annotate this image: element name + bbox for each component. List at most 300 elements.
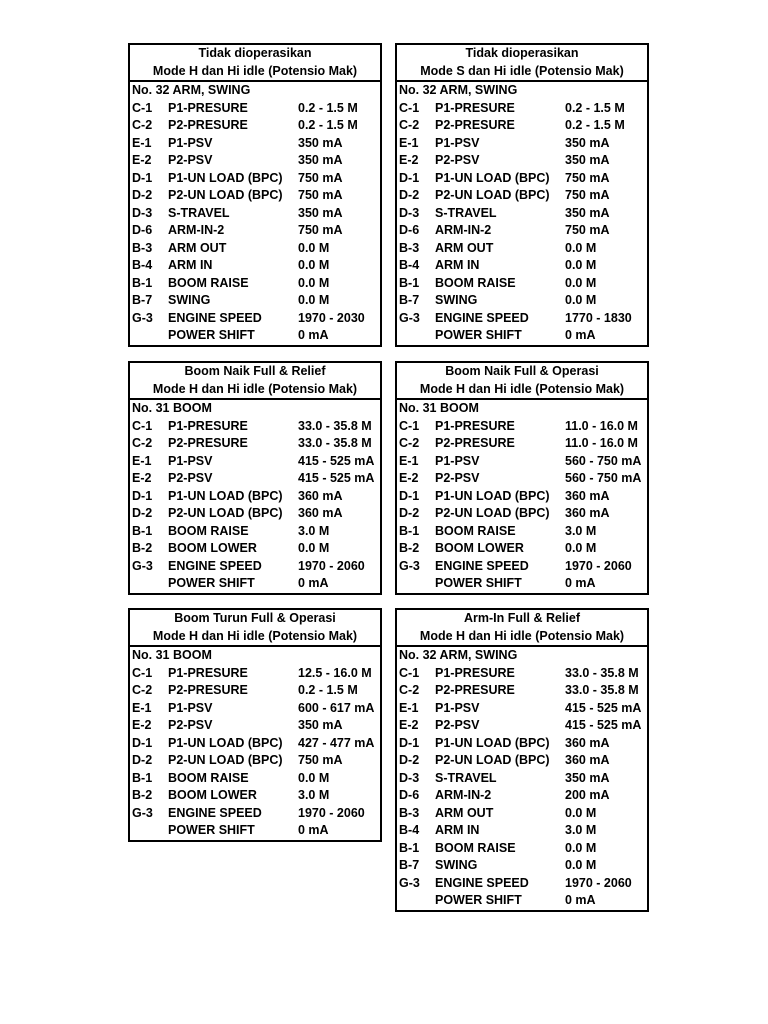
row-value: 1770 - 1830 (565, 310, 632, 325)
row-value: 3.0 M (298, 523, 330, 538)
row-parameter: P2-PRESURE (435, 683, 515, 697)
spec-row (130, 327, 380, 345)
row-value: 0.2 - 1.5 M (565, 118, 625, 132)
spec-row (397, 187, 647, 205)
row-value: 360 mA (565, 506, 610, 520)
row-value: 360 mA (298, 488, 343, 503)
title-line2: Mode H dan Hi idle (Potensio Mak) (152, 63, 358, 78)
row-code: E-1 (399, 135, 419, 150)
row-parameter: POWER SHIFT (168, 823, 255, 837)
row-value: 33.0 - 35.8 M (565, 665, 639, 680)
row-code: G-3 (132, 558, 153, 573)
spec-row (397, 558, 647, 576)
row-code: D-2 (399, 188, 420, 202)
spec-row (130, 292, 380, 310)
title-line1: Boom Naik Full & Relief (184, 364, 326, 378)
spec-row (130, 135, 380, 153)
spec-row (397, 117, 647, 135)
spec-row (397, 152, 647, 170)
row-parameter: BOOM RAISE (168, 275, 249, 290)
row-value: 0.2 - 1.5 M (298, 118, 358, 132)
row-code (130, 327, 168, 345)
row-value: 600 - 617 mA (298, 700, 375, 715)
row-code: E-2 (132, 718, 152, 732)
row-parameter: P1-PSV (435, 700, 480, 715)
spec-row (397, 682, 647, 700)
row-value: 33.0 - 35.8 M (565, 683, 639, 697)
spec-row (397, 435, 647, 453)
spec-row (130, 717, 380, 735)
row-parameter: SWING (168, 293, 211, 307)
row-parameter: BOOM LOWER (435, 541, 524, 555)
title-line1: Tidak dioperasikan (465, 46, 579, 60)
title-line2: Mode S dan Hi idle (Potensio Mak) (420, 63, 624, 78)
row-value: 427 - 477 mA (298, 735, 375, 750)
row-parameter: P2-UN LOAD (BPC) (435, 753, 550, 767)
row-value: 1970 - 2030 (298, 310, 365, 325)
panel-title (130, 610, 380, 647)
spec-row (397, 892, 647, 910)
row-value: 360 mA (565, 488, 610, 503)
spec-row (397, 822, 647, 840)
panel-title (130, 363, 380, 400)
row-code: E-2 (132, 153, 152, 167)
spec-row (130, 523, 380, 541)
row-parameter: BOOM RAISE (435, 523, 516, 538)
spec-row (397, 540, 647, 558)
row-code: B-3 (399, 805, 420, 820)
row-value: 560 - 750 mA (565, 453, 642, 468)
spec-row (130, 453, 380, 471)
row-value: 0 mA (565, 893, 596, 907)
row-parameter: ARM-IN-2 (435, 788, 492, 802)
row-code: E-2 (399, 153, 419, 167)
spec-panel-1 (128, 43, 382, 347)
row-code: D-3 (399, 770, 420, 785)
panel-title (397, 45, 647, 82)
row-code: D-3 (399, 205, 420, 220)
row-code: D-1 (132, 170, 153, 185)
spec-row (130, 205, 380, 223)
row-parameter: POWER SHIFT (435, 328, 522, 342)
row-value: 0.0 M (565, 293, 597, 307)
row-value: 0.2 - 1.5 M (565, 100, 625, 115)
spec-row (130, 805, 380, 823)
row-value: 0.2 - 1.5 M (298, 100, 358, 115)
spec-row (130, 540, 380, 558)
row-parameter: POWER SHIFT (168, 576, 255, 590)
row-value: 0.0 M (565, 275, 597, 290)
spec-row (130, 170, 380, 188)
row-parameter: P1-PRESURE (435, 100, 515, 115)
row-code: D-1 (399, 170, 420, 185)
row-parameter: P2-PRESURE (435, 436, 515, 450)
spec-row (130, 770, 380, 788)
spec-row (130, 752, 380, 770)
spec-row (130, 682, 380, 700)
spec-row (130, 575, 380, 593)
row-parameter: P2-UN LOAD (BPC) (435, 506, 550, 520)
spec-row (397, 170, 647, 188)
row-parameter: S-TRAVEL (435, 770, 497, 785)
spec-row (397, 418, 647, 436)
row-parameter: BOOM RAISE (435, 275, 516, 290)
row-parameter: P1-PSV (168, 135, 213, 150)
row-code: B-1 (399, 275, 420, 290)
row-parameter: SWING (435, 858, 478, 872)
row-parameter: ENGINE SPEED (168, 558, 262, 573)
spec-row (130, 735, 380, 753)
spec-row (397, 327, 647, 345)
row-code: D-1 (132, 488, 153, 503)
row-parameter: P2-UN LOAD (BPC) (435, 188, 550, 202)
row-parameter: ENGINE SPEED (168, 805, 262, 820)
row-parameter: S-TRAVEL (435, 205, 497, 220)
row-code: C-1 (132, 418, 153, 433)
row-code (130, 575, 168, 593)
row-code: D-6 (399, 788, 420, 802)
row-value: 1970 - 2060 (565, 558, 632, 573)
spec-row (130, 187, 380, 205)
spec-row (397, 805, 647, 823)
row-code: G-3 (132, 310, 153, 325)
spec-row (130, 418, 380, 436)
spec-row (397, 257, 647, 275)
row-code (130, 822, 168, 840)
row-code: B-4 (132, 258, 153, 272)
spec-row (397, 665, 647, 683)
row-code: D-2 (132, 188, 153, 202)
panel-title (130, 45, 380, 82)
row-parameter: P1-PSV (435, 453, 480, 468)
row-value: 350 mA (565, 770, 610, 785)
row-value: 0.2 - 1.5 M (298, 683, 358, 697)
row-parameter: ENGINE SPEED (435, 310, 529, 325)
title-line1: Boom Naik Full & Operasi (445, 364, 599, 378)
row-parameter: P1-UN LOAD (BPC) (168, 170, 283, 185)
row-code: C-1 (399, 100, 420, 115)
spec-row (397, 222, 647, 240)
row-parameter: BOOM RAISE (168, 770, 249, 785)
row-parameter: P2-PRESURE (168, 683, 248, 697)
row-code: G-3 (132, 805, 153, 820)
spec-panel-5 (128, 608, 382, 842)
row-parameter: BOOM RAISE (435, 840, 516, 855)
spec-row (130, 152, 380, 170)
row-value: 0.0 M (298, 258, 330, 272)
row-code (397, 575, 435, 593)
panel-section-heading: No. 32 ARM, SWING (399, 83, 518, 97)
row-parameter: P1-PRESURE (435, 418, 515, 433)
row-code: D-1 (399, 488, 420, 503)
panel-section-heading: No. 31 BOOM (132, 648, 212, 662)
spec-row (397, 505, 647, 523)
row-parameter: P1-PRESURE (168, 100, 248, 115)
row-code: B-1 (132, 770, 153, 785)
row-parameter: P2-PRESURE (435, 118, 515, 132)
row-code: E-1 (399, 700, 419, 715)
row-code: D-2 (132, 506, 153, 520)
row-parameter: ENGINE SPEED (435, 558, 529, 573)
row-value: 360 mA (565, 753, 610, 767)
row-value: 0.0 M (565, 240, 597, 255)
spec-row (130, 505, 380, 523)
spec-row (397, 857, 647, 875)
spec-row (397, 275, 647, 293)
panel-section-heading: No. 31 BOOM (399, 401, 479, 415)
row-code: C-2 (399, 436, 420, 450)
spec-row (397, 240, 647, 258)
row-code: E-1 (132, 700, 152, 715)
row-code: E-1 (132, 135, 152, 150)
row-parameter: ARM OUT (435, 805, 494, 820)
spec-row (397, 205, 647, 223)
row-code: G-3 (399, 558, 420, 573)
title-line2: Mode H dan Hi idle (Potensio Mak) (419, 628, 625, 643)
spec-row (130, 822, 380, 840)
row-code: B-1 (132, 523, 153, 538)
row-parameter: POWER SHIFT (435, 893, 522, 907)
row-parameter: P1-UN LOAD (BPC) (435, 488, 550, 503)
row-parameter: ARM IN (435, 823, 480, 837)
row-parameter: ENGINE SPEED (435, 875, 529, 890)
row-code (397, 892, 435, 910)
row-code: B-2 (132, 788, 153, 802)
row-parameter: P2-PSV (168, 471, 213, 485)
row-parameter: SWING (435, 293, 478, 307)
row-value: 12.5 - 16.0 M (298, 665, 372, 680)
row-value: 0 mA (565, 328, 596, 342)
row-parameter: ARM IN (435, 258, 480, 272)
row-parameter: P1-PRESURE (168, 418, 248, 433)
row-value: 350 mA (565, 135, 610, 150)
row-parameter: P2-PSV (168, 718, 213, 732)
row-parameter: BOOM RAISE (168, 523, 249, 538)
row-value: 350 mA (565, 205, 610, 220)
row-value: 750 mA (565, 188, 610, 202)
spec-row (397, 575, 647, 593)
row-code: D-1 (399, 735, 420, 750)
row-code: D-1 (132, 735, 153, 750)
row-code: C-1 (399, 418, 420, 433)
row-value: 750 mA (298, 170, 343, 185)
row-value: 0.0 M (298, 240, 330, 255)
row-code: D-2 (132, 753, 153, 767)
spec-row (130, 257, 380, 275)
row-code: D-6 (399, 223, 420, 237)
row-value: 360 mA (565, 735, 610, 750)
panel-title (397, 610, 647, 647)
row-value: 0.0 M (298, 770, 330, 785)
row-code: E-2 (399, 471, 419, 485)
row-code: C-2 (132, 683, 153, 697)
row-code: B-7 (399, 293, 420, 307)
row-value: 3.0 M (565, 823, 597, 837)
spec-row (130, 100, 380, 118)
panel-section-heading: No. 32 ARM, SWING (399, 648, 518, 662)
row-value: 11.0 - 16.0 M (565, 436, 638, 450)
row-value: 0 mA (298, 328, 329, 342)
row-value: 0.0 M (298, 541, 330, 555)
row-parameter: P1-UN LOAD (BPC) (168, 488, 283, 503)
row-value: 415 - 525 mA (298, 453, 375, 468)
row-code: C-2 (132, 436, 153, 450)
row-code: C-2 (399, 683, 420, 697)
row-value: 0 mA (565, 576, 596, 590)
row-value: 415 - 525 mA (298, 471, 375, 485)
spec-row (397, 735, 647, 753)
row-value: 3.0 M (565, 523, 597, 538)
spec-panel-4 (395, 361, 649, 595)
spec-row (397, 292, 647, 310)
row-parameter: P2-PRESURE (168, 436, 248, 450)
row-code: G-3 (399, 875, 420, 890)
spec-row (397, 453, 647, 471)
row-parameter: P1-PSV (168, 700, 213, 715)
spec-row (130, 222, 380, 240)
row-code: C-2 (132, 118, 153, 132)
row-value: 750 mA (565, 170, 610, 185)
row-code: E-2 (132, 471, 152, 485)
title-line1: Boom Turun Full & Operasi (174, 611, 336, 625)
row-value: 560 - 750 mA (565, 471, 642, 485)
row-parameter: POWER SHIFT (168, 328, 255, 342)
row-value: 350 mA (298, 718, 343, 732)
row-value: 1970 - 2060 (565, 875, 632, 890)
row-parameter: ARM IN (168, 258, 213, 272)
row-parameter: ARM OUT (435, 240, 494, 255)
row-code: C-1 (399, 665, 420, 680)
spec-row (397, 135, 647, 153)
row-parameter: BOOM LOWER (168, 541, 257, 555)
row-value: 0.0 M (565, 858, 597, 872)
row-parameter: BOOM LOWER (168, 788, 257, 802)
row-value: 3.0 M (298, 788, 330, 802)
row-parameter: ARM-IN-2 (168, 223, 225, 237)
row-parameter: P2-PRESURE (168, 118, 248, 132)
row-parameter: P1-UN LOAD (BPC) (435, 170, 550, 185)
row-value: 350 mA (298, 135, 343, 150)
row-parameter: P2-UN LOAD (BPC) (168, 506, 283, 520)
spec-row (130, 117, 380, 135)
spec-row (397, 717, 647, 735)
row-parameter: P1-PSV (435, 135, 480, 150)
row-value: 11.0 - 16.0 M (565, 418, 638, 433)
row-code: B-4 (399, 258, 420, 272)
row-code: B-3 (132, 240, 153, 255)
spec-row (397, 488, 647, 506)
row-value: 350 mA (298, 153, 343, 167)
row-parameter: POWER SHIFT (435, 576, 522, 590)
spec-row (130, 558, 380, 576)
row-parameter: P2-UN LOAD (BPC) (168, 188, 283, 202)
row-value: 0 mA (298, 823, 329, 837)
row-value: 750 mA (298, 753, 343, 767)
row-parameter: P2-PSV (168, 153, 213, 167)
row-value: 350 mA (565, 153, 610, 167)
row-value: 415 - 525 mA (565, 700, 642, 715)
spec-row (130, 488, 380, 506)
spec-row (397, 875, 647, 893)
row-value: 33.0 - 35.8 M (298, 418, 372, 433)
row-parameter: S-TRAVEL (168, 205, 230, 220)
row-code: C-1 (132, 100, 153, 115)
row-code: E-1 (399, 453, 419, 468)
row-value: 0.0 M (565, 258, 597, 272)
title-line2: Mode H dan Hi idle (Potensio Mak) (419, 381, 625, 396)
row-parameter: P2-PSV (435, 471, 480, 485)
row-value: 750 mA (565, 223, 610, 237)
spec-row (130, 310, 380, 328)
panel-section-heading: No. 32 ARM, SWING (132, 83, 251, 97)
spec-row (397, 523, 647, 541)
row-parameter: P2-UN LOAD (BPC) (168, 753, 283, 767)
title-line1: Arm-In Full & Relief (464, 611, 580, 625)
row-value: 0.0 M (565, 805, 597, 820)
row-value: 0.0 M (298, 293, 330, 307)
spec-row (397, 840, 647, 858)
row-parameter: ARM OUT (168, 240, 227, 255)
row-value: 350 mA (298, 205, 343, 220)
spec-panel-6 (395, 608, 649, 912)
row-value: 0.0 M (565, 840, 597, 855)
spec-row (130, 240, 380, 258)
spec-row (130, 470, 380, 488)
spec-row (397, 752, 647, 770)
row-code: B-1 (132, 275, 153, 290)
row-value: 750 mA (298, 188, 343, 202)
row-code: B-2 (132, 541, 153, 555)
spec-row (130, 665, 380, 683)
title-line2: Mode H dan Hi idle (Potensio Mak) (152, 628, 358, 643)
row-code: C-1 (132, 665, 153, 680)
row-code: B-1 (399, 840, 420, 855)
row-code: D-6 (132, 223, 153, 237)
spec-row (130, 700, 380, 718)
title-line1: Tidak dioperasikan (198, 46, 312, 60)
row-code: B-1 (399, 523, 420, 538)
row-code: E-1 (132, 453, 152, 468)
row-parameter: ENGINE SPEED (168, 310, 262, 325)
row-value: 1970 - 2060 (298, 558, 365, 573)
row-code: G-3 (399, 310, 420, 325)
spec-row (397, 470, 647, 488)
row-code: E-2 (399, 718, 419, 732)
row-code: B-2 (399, 541, 420, 555)
panel-section-heading: No. 31 BOOM (132, 401, 212, 415)
spec-row (397, 770, 647, 788)
spec-panel-3 (128, 361, 382, 595)
row-parameter: P1-PRESURE (168, 665, 248, 680)
row-parameter: P1-UN LOAD (BPC) (168, 735, 283, 750)
row-value: 1970 - 2060 (298, 805, 365, 820)
row-code: B-7 (399, 858, 420, 872)
row-code (397, 327, 435, 345)
row-value: 0 mA (298, 576, 329, 590)
row-code: D-2 (399, 753, 420, 767)
row-value: 360 mA (298, 506, 343, 520)
spec-row (397, 787, 647, 805)
row-parameter: P2-PSV (435, 153, 480, 167)
row-parameter: P1-PRESURE (435, 665, 515, 680)
row-code: D-3 (132, 205, 153, 220)
row-value: 415 - 525 mA (565, 718, 642, 732)
panel-title (397, 363, 647, 400)
spec-row (397, 700, 647, 718)
spec-row (397, 100, 647, 118)
row-code: B-4 (399, 823, 420, 837)
row-value: 33.0 - 35.8 M (298, 436, 372, 450)
